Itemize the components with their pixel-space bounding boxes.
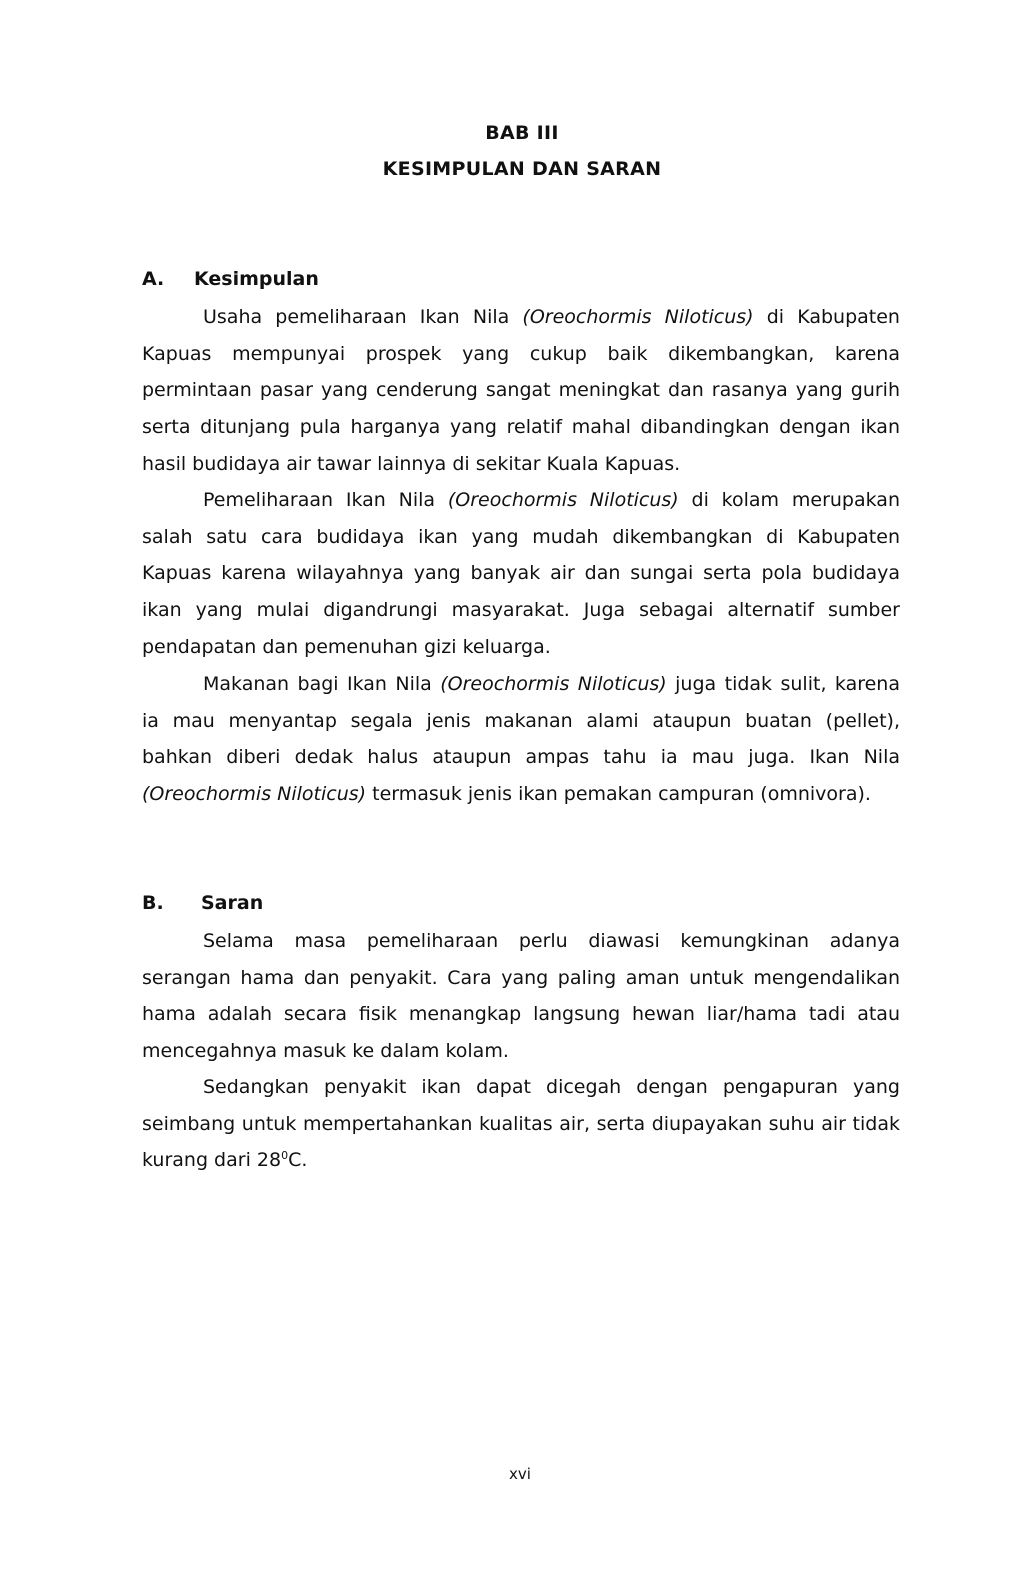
species-name-italic: (Oreochormis Niloticus) [522,306,754,328]
paragraph-b2 [142,1069,900,1179]
species-name-italic: (Oreochormis Niloticus) [440,673,667,695]
paragraph-b1: Selama masa pemeliharaan perlu diawasi kemungkinan adanya serangan hama dan penyakit. Cara yang paling aman untuk mengendalikan hama adalah secara fisik menangkap langsung hewan liar/hama tadi atau mencegahnya masuk ke dalam kolam. [142,930,900,1063]
paragraph-a3-text-1: Makanan bagi Ikan Nila [203,673,441,695]
species-name-italic: (Oreochormis Niloticus) [142,783,367,806]
section-b-title: Saran [201,892,264,914]
paragraph-a2-text-1: Pemeliharaan Ikan Nila [203,489,448,511]
paragraph-b2-text-1: Sedangkan penyakit ikan dapat dicegah dengan pengapuran yang seimbang untuk mempertahankan kualitas air, serta diupayakan suhu air tidak kurang dari 28 [142,1076,900,1172]
chapter-number: BAB III [485,122,559,144]
degree-superscript: 0 [281,1149,289,1163]
section-a-title: Kesimpulan [194,268,319,290]
paragraph-a3-text-3: termasuk jenis ikan pemakan campuran (omnivora). [366,783,871,806]
paragraph-a3-text-2: juga tidak sulit, karena ia mau menyantap segala jenis makanan alami ataupun buatan (pellet), bahkan diberi dedak halus ataupun ampas tahu ia mau juga. Ikan Nila [142,673,900,769]
paragraph-a1 [142,299,900,483]
section-a-letter: A. [142,268,165,290]
species-name-italic: (Oreochormis Niloticus) [447,489,679,511]
paragraph-a1-text-1: Usaha pemeliharaan Ikan Nila [203,306,523,328]
paragraph-a3 [142,666,900,813]
page-number: xvi [509,1465,531,1483]
paragraph-a2 [142,482,900,666]
section-b-letter: B. [142,892,164,914]
paragraph-a1-text-2: di Kabupaten Kapuas mempunyai prospek yang cukup baik dikembangkan, karena permintaan pasar yang cenderung sangat meningkat dan rasanya yang gurih serta ditunjang pula harganya yang relatif mahal dibandingkan dengan ikan hasil budidaya air tawar lainnya di sekitar Kuala Kapuas. [142,306,900,475]
paragraph-a2-text-2: di kolam merupakan salah satu cara budidaya ikan yang mudah dikembangkan di Kabupaten Kapuas karena wilayahnya yang banyak air dan sungai serta pola budidaya ikan yang mulai digandrungi masyarakat. Juga sebagai alternatif sumber pendapatan dan pemenuhan gizi keluarga. [142,489,900,658]
paragraph-b2-text-2: C. [288,1149,308,1172]
chapter-title: KESIMPULAN DAN SARAN [382,158,662,180]
section-b-heading [142,892,263,914]
section-a-heading [142,268,319,290]
